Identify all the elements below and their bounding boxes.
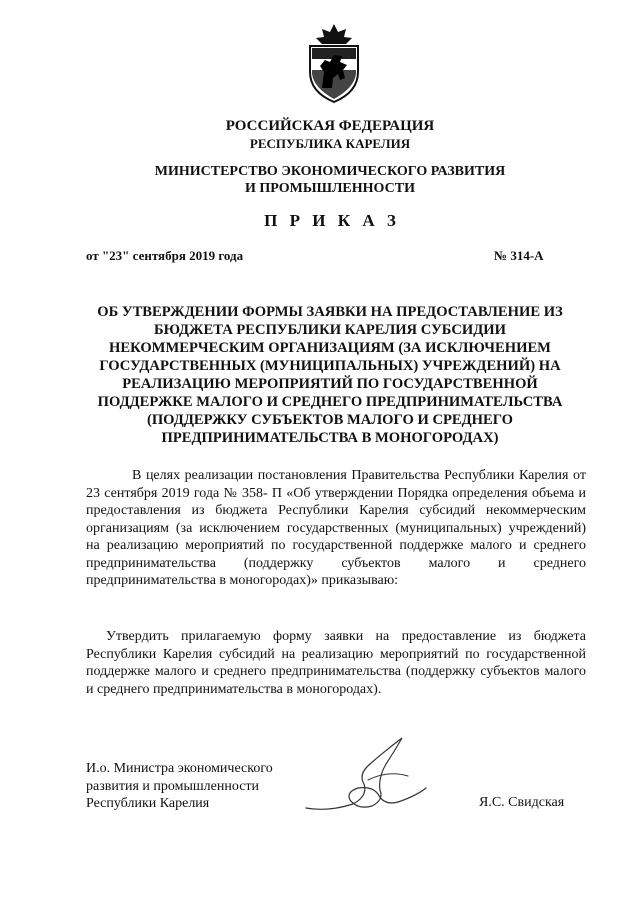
body-paragraph-1: В целях реализации постановления Правительства Республики Карелия от 23 сентября 2019 года № 358- П «Об утверждении Порядка определения объема и предоставления из бюджета Республики Карелия субсидий некоммерческим организациям (за исключением государственных (муниципальных) учреждений) на реализацию мероприятий по государственной поддержке малого и среднего предпринимательства (поддержку субъектов малого и среднего предпринимательства в моногородах)» приказываю: (86, 468, 586, 588)
signatory-title (86, 760, 273, 813)
coat-of-arms-icon (298, 22, 370, 104)
signatory-title-line-2: развития и промышленности (86, 778, 260, 794)
signatory-name: Я.С. Свидская (479, 795, 565, 810)
order-number: № 314-А (494, 248, 544, 263)
body-paragraph-2: Утвердить прилагаемую форму заявки на предоставление из бюджета Республики Карелия субсидий на реализацию мероприятий по государственной поддержке малого и среднего предпринимательства (поддержку субъектов малого и среднего предпринимательства в моногородах). (86, 629, 586, 697)
handwritten-signature-icon (298, 730, 448, 830)
ministry-line-2: И ПРОМЫШЛЕННОСТИ (245, 181, 415, 196)
country-heading: РОССИЙСКАЯ ФЕДЕРАЦИЯ (225, 118, 435, 134)
signatory-title-line-3: Республики Карелия (86, 796, 210, 811)
ministry-heading (10, 163, 640, 197)
ministry-line-1: МИНИСТЕРСТВО ЭКОНОМИЧЕСКОГО РАЗВИТИЯ (154, 164, 506, 179)
order-date: от "23" сентября 2019 года (86, 248, 244, 263)
republic-heading: РЕСПУБЛИКА КАРЕЛИЯ (249, 136, 411, 151)
signatory-title-line-1: И.о. Министра экономического (86, 761, 273, 776)
document-title: ОБ УТВЕРЖДЕНИИ ФОРМЫ ЗАЯВКИ НА ПРЕДОСТАВЛЕНИЕ ИЗ БЮДЖЕТА РЕСПУБЛИКИ КАРЕЛИЯ СУБСИДИИ НЕКОММЕРЧЕСКИМ ОРГАНИЗАЦИЯМ (ЗА ИСКЛЮЧЕНИЕМ ГОСУДАРСТВЕННЫХ (МУНИЦИПАЛЬНЫХ) УЧРЕЖДЕНИЙ) НА РЕАЛИЗАЦИЮ МЕРОПРИЯТИЙ ПО ГОСУДАРСТВЕННОЙ ПОДДЕРЖКЕ МАЛОГО И СРЕДНЕГО ПРЕДПРИНИМАТЕЛЬСТВА (ПОДДЕРЖКУ СУБЪЕКТОВ МАЛОГО И СРЕДНЕГО ПРЕДПРИНИМАТЕЛЬСТВА В МОНОГОРОДАХ) (97, 304, 563, 446)
document-type: П Р И К А З (264, 211, 400, 230)
